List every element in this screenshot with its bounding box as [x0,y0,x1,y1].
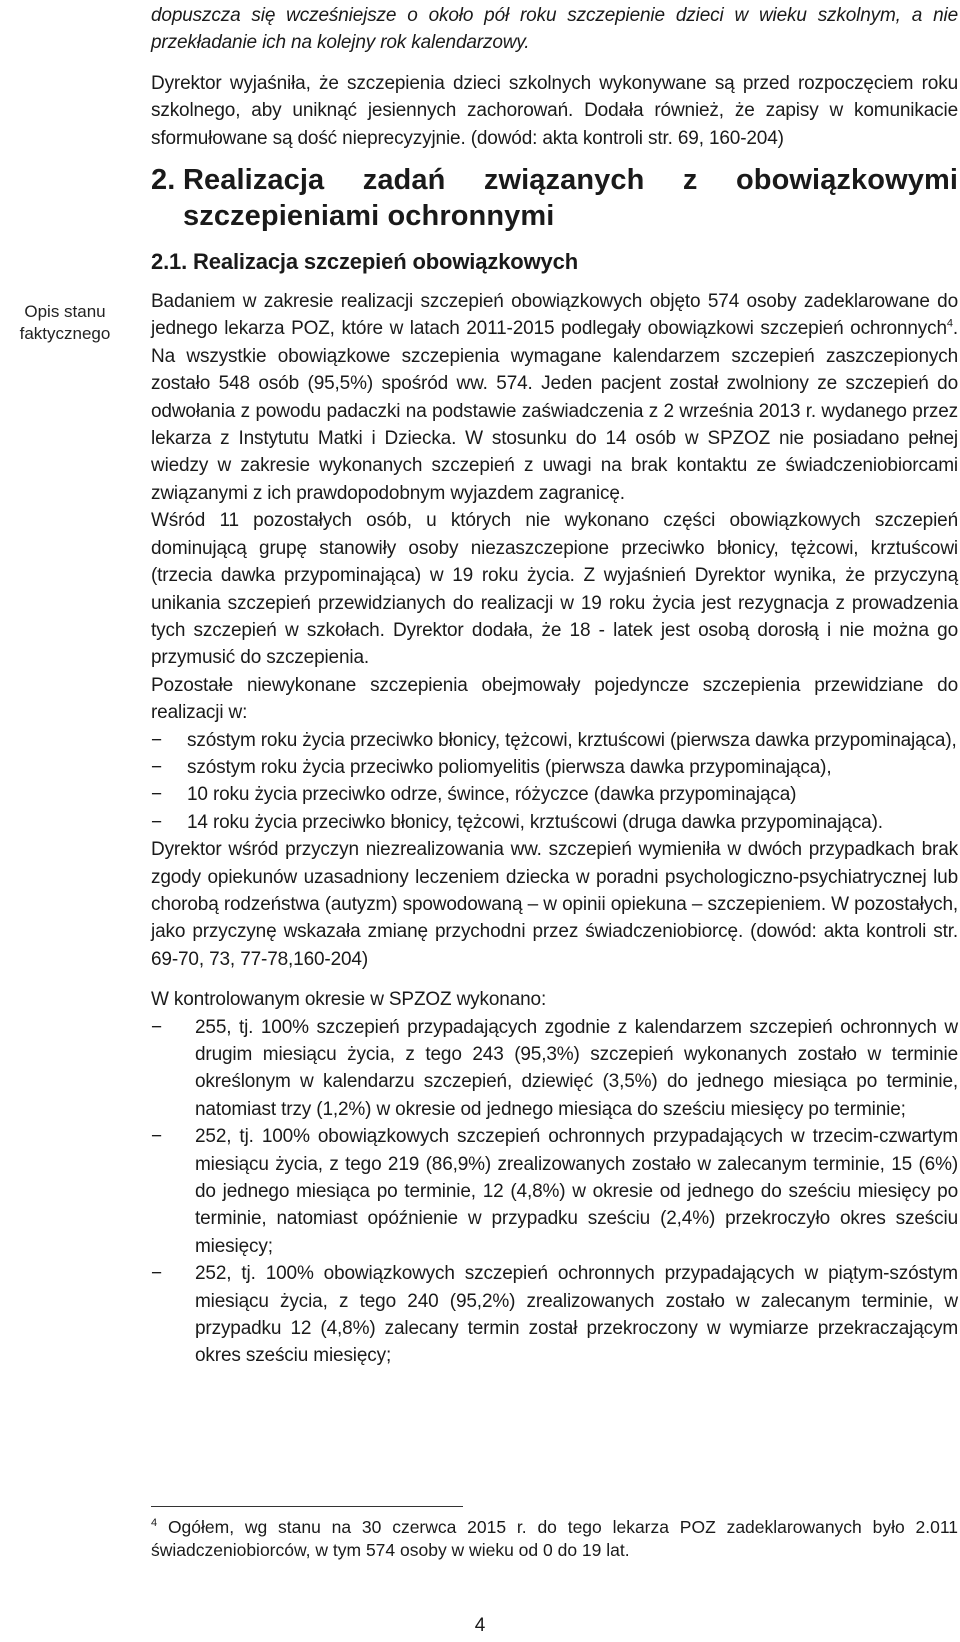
footnote [151,1516,958,1562]
paragraph-2: Wśród 11 pozostałych osób, u których nie wykonano części obowiązkowych szczepień dominującą grupę stanowiły osoby niezaszczepione przeciwko błonicy, tężcowi, krztuścowi (trzecia dawka przypominająca) w 19 roku życia. Z wyjaśnień Dyrektor wynika, że przyczyną unikania szczepień przewidzianych do realizacji w 19 roku życia jest rezygnacja z prowadzenia tych szczepień w szkołach. Dyrektor dodała, że 18 - latek jest osobą dorosłą i nie można go przymusić do szczepienia. [151,510,958,669]
paragraph-5: W kontrolowanym okresie w SPZOZ wykonano: [151,989,547,1011]
section-word-3: związanych [483,164,645,197]
section-heading-line1 [151,162,958,198]
list-item: − 255, tj. 100% szczepień przypadających zgodnie z kalendarzem szczepień ochronnych w drugim miesiącu życia, z tego 243 (95,3%) szczepień wykonanych zostało w terminie określonym w kalendarzu szczepień, dziewięć (3,5%) do jednego miesiąca po terminie, natomiast trzy (1,2%) w okresie od jednego miesiąca do sześciu miesięcy po terminie; [151,1014,958,1124]
paragraph-1-end: . Na wszystkie obowiązkowe szczepienia wymagane kalendarzem szczepień zaszczepionych zostało 548 osób (95,5%) spośród ww. 574. Jeden pacjent został zwolniony ze szczepień do odwołania z powodu padaczki na podstawie zaświadczenia z 2 września 2013 r. wydanego przez lekarza z Instytutu Matki i Dziecka. W stosunku do 14 osób w SPZOZ nie posiadano pełnej wiedzy w zakresie wykonanych szczepień z uwagi na brak kontaktu ze świadczeniobiorcami związanymi z ich prawdopodobnym wyjazdem zagranicę. [151,318,958,504]
page-number: 4 [474,1615,486,1636]
section-word-2: zadań [362,164,446,197]
main-column [151,2,958,1370]
intro-paragraph: Dyrektor wyjaśniła, że szczepienia dzieci szkolnych wykonywane są przed rozpoczęciem roku szkolnego, aby uniknąć jesiennych zachorowań. Dodała również, że zapisy w komunikacie sformułowane są dość nieprecyzyjnie. (dowód: akta kontroli str. 69, 160-204) [151,72,958,149]
vaccination-list [151,727,958,837]
footnote-text: Ogółem, wg stanu na 30 czerwca 2015 r. do tego lekarza POZ zadeklarowanych było 2.011 świadczeniobiorców, w tym 574 osoby w wieku od 0 do 19 lat. [151,1517,958,1560]
list-item: − szóstym roku życia przeciwko poliomyelitis (pierwsza dawka przypominająca), [151,754,958,781]
list-item: − 252, tj. 100% obowiązkowych szczepień ochronnych przypadających w piątym-szóstym miesiącu życia, z tego 240 (95,2%) zrealizowanych zostało w zalecanym terminie, w przypadku 12 (4,8%) zalecany termin został przekroczony w wymiarze przekraczającym okres sześciu miesięcy; [151,1260,958,1370]
paragraph-3: Pozostałe niewykonane szczepienia obejmowały pojedyncze szczepienia przewidziane do realizacji w: [151,674,958,724]
section-word-5: obowiązkowymi [735,164,958,197]
section-word-1: Realizacja [183,164,325,197]
footnote-divider [151,1506,463,1507]
performed-vaccinations-list [151,1014,958,1370]
list-item: − 10 roku życia przeciwko odrze, śwince, różyczce (dawka przypominająca) [151,781,958,808]
paragraph-1-start: Badaniem w zakresie realizacji szczepień obowiązkowych objęto 574 osoby zadeklarowane do jednego lekarza POZ, które w latach 2011-2015 podlegały obowiązkowi szczepień ochronnych [151,291,958,340]
subsection-heading: 2.1. Realizacja szczepień obowiązkowych [151,249,578,275]
list-item: − 252, tj. 100% obowiązkowych szczepień ochronnych przypadających w trzecim-czwartym miesiącu życia, z tego 219 (86,9%) zrealizowanych zostało w zalecanym terminie, 15 (6%) do jednego miesiąca po terminie, 12 (4,8%) w okresie od jednego do sześciu miesięcy po terminie, natomiast opóźnienie w przypadku sześciu (2,4%) przekroczyło okres sześciu miesięcy; [151,1123,958,1260]
margin-label: Opis stanu faktycznego [19,302,111,343]
intro-italic-text: dopuszcza się wcześniejsze o około pół roku szczepienie dzieci w wieku szkolnym, a nie przekładanie ich na kolejny rok kalendarzowy. [151,5,958,54]
section-heading-line2: szczepieniami ochronnymi [183,200,555,233]
footnote-marker: 4 [151,1517,158,1530]
list-item: − szóstym roku życia przeciwko błonicy, tężcowi, krztuścowi (pierwsza dawka przypominająca), [151,727,958,754]
list-item: − 14 roku życia przeciwko błonicy, tężcowi, krztuścowi (druga dawka przypominająca). [151,809,958,836]
paragraph-1 [151,288,958,507]
paragraph-4: Dyrektor wśród przyczyn niezrealizowania ww. szczepień wymieniła w dwóch przypadkach brak zgody opiekunów uzasadniony leczeniem dziecka w poradni psychologiczno-psychiatrycznej lub chorobą rodzeństwa (autyzm) spowodowaną – w opinii opiekuna – szczepieniem. W pozostałych, jako przyczynę wskazała zmianę przychodni przez świadczeniobiorcę. (dowód: akta kontroli str. 69-70, 73, 77-78,160-204) [151,839,958,970]
section-number: 2. [151,164,176,197]
section-heading [151,162,958,234]
section-number-and-word [151,162,324,198]
footnote-reference[interactable]: 4 [946,318,953,331]
section-word-4: z [682,164,698,197]
